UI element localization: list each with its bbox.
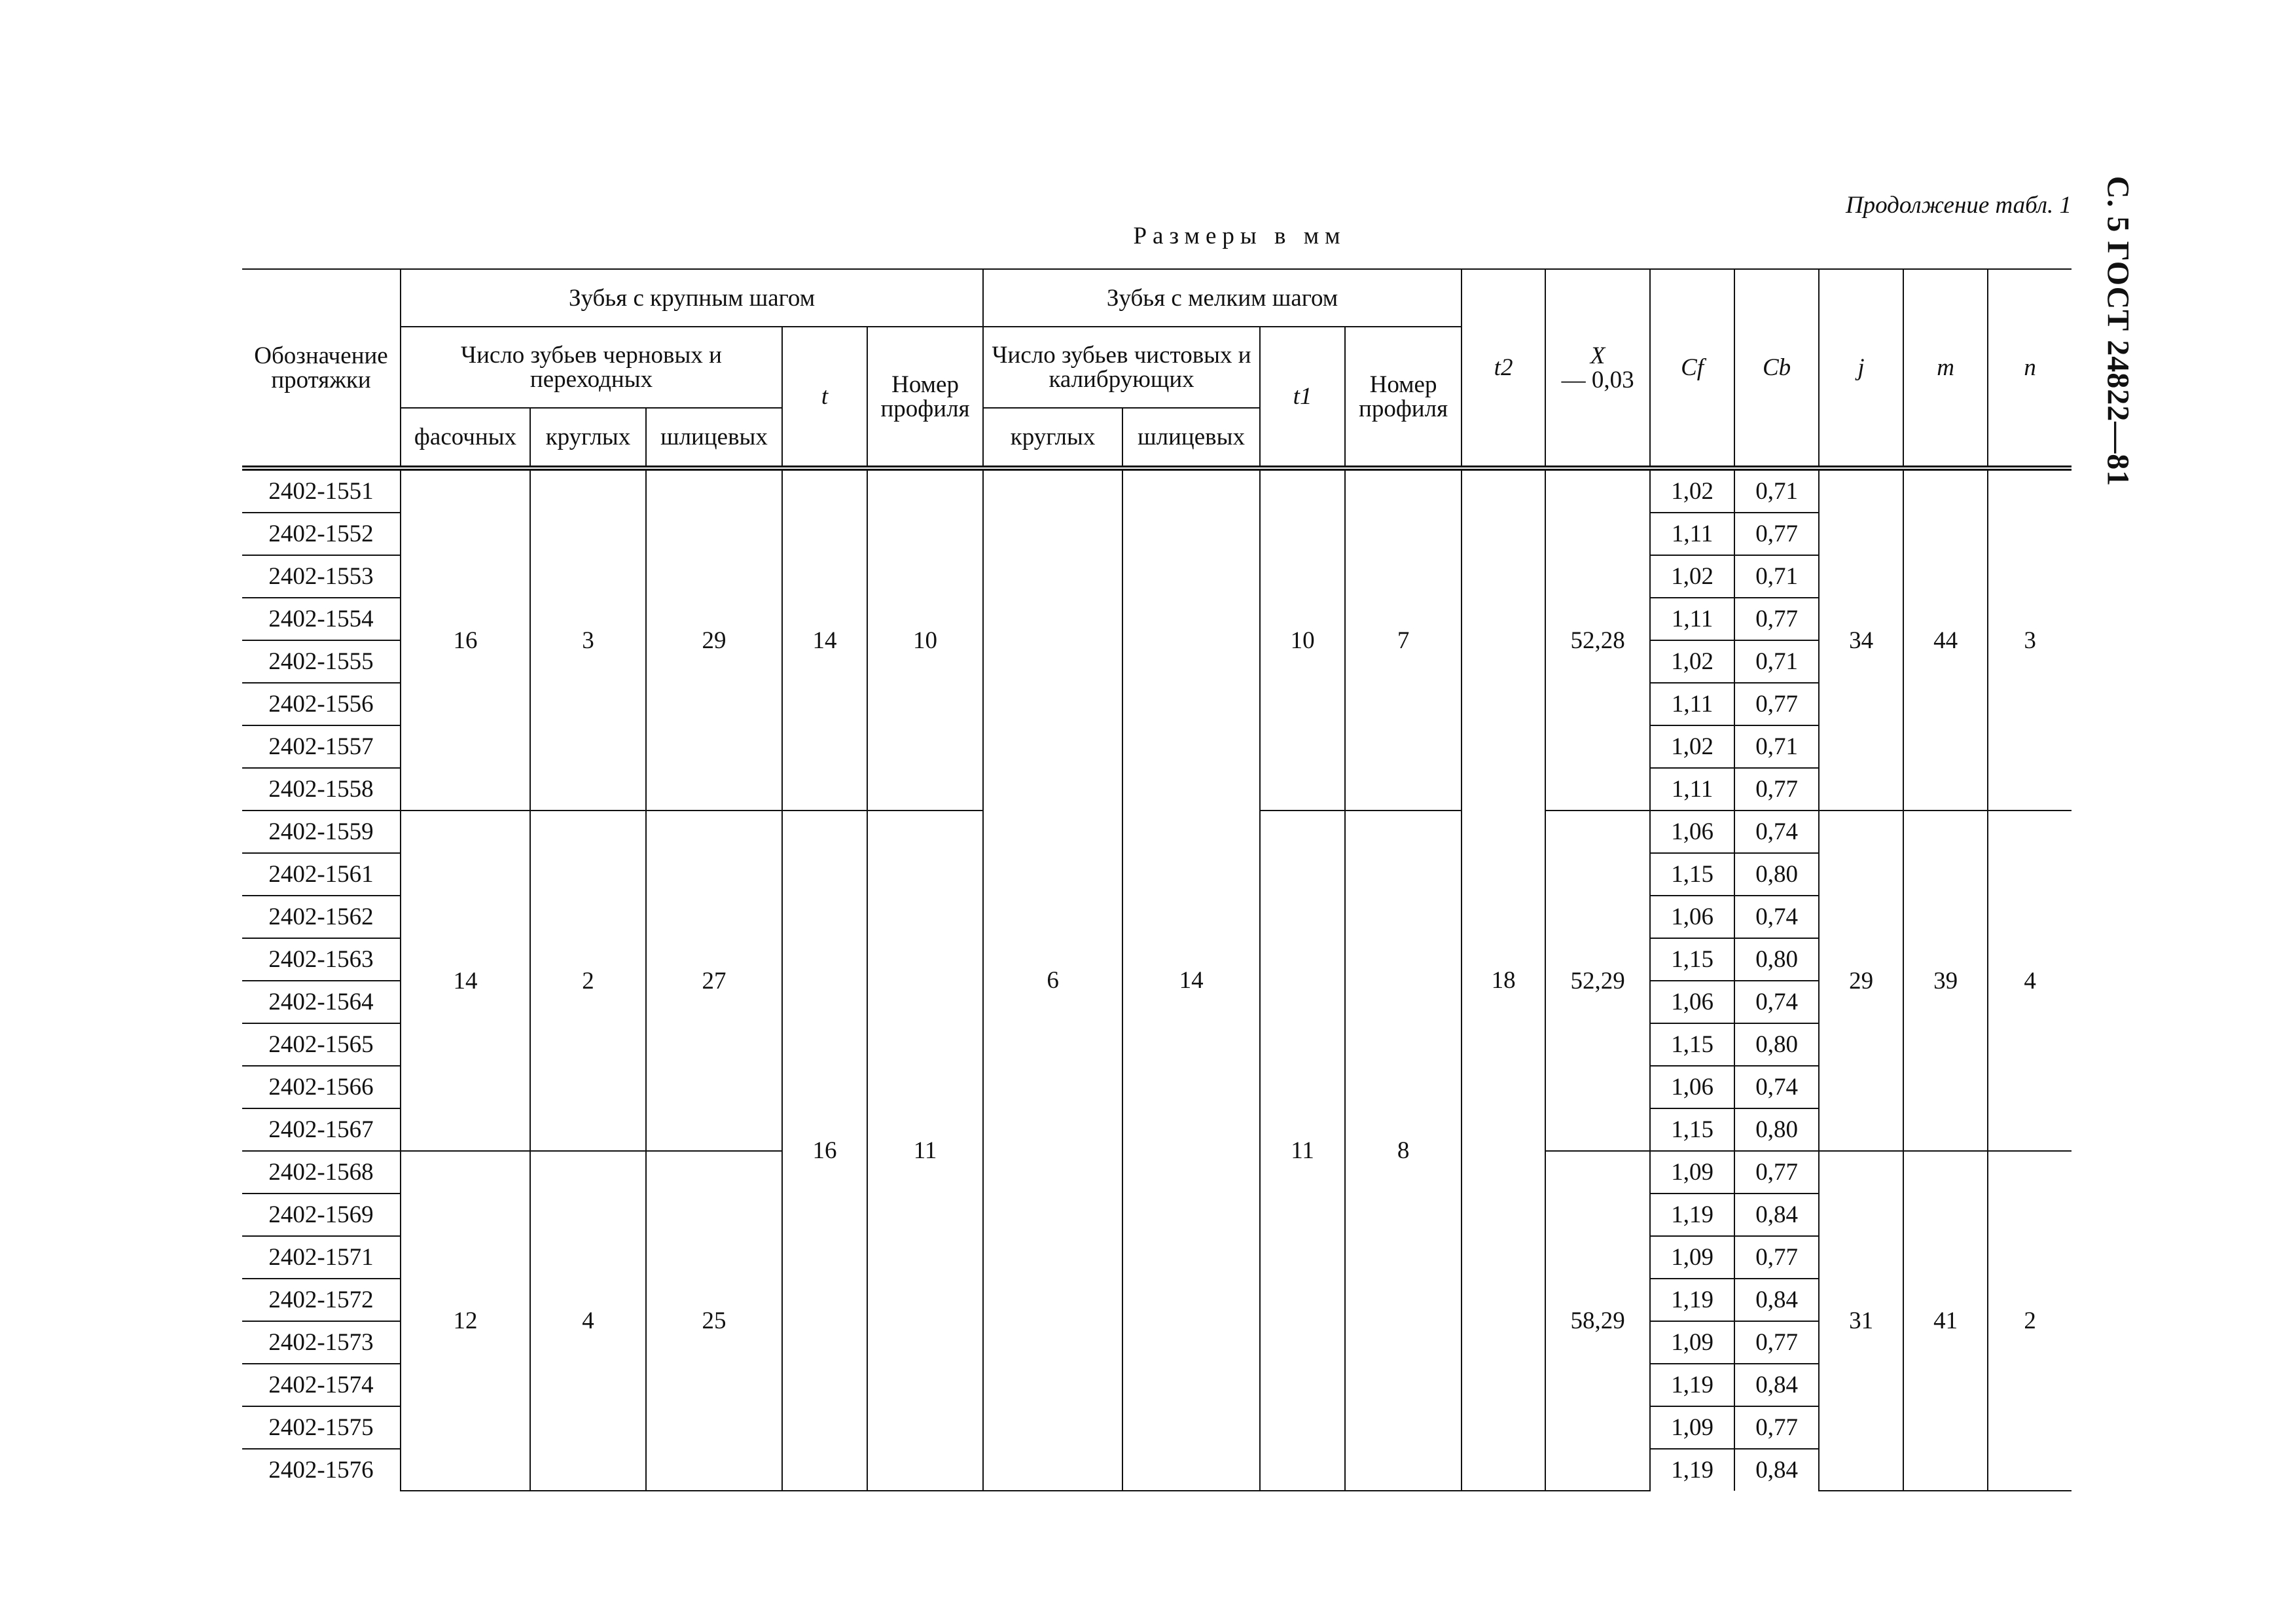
chamfer-count-cell: 12 [401, 1151, 530, 1491]
header-t1: t1 [1260, 327, 1345, 468]
n-cell: 2 [1988, 1151, 2072, 1491]
cb-cell: 0,77 [1734, 1151, 1819, 1194]
cb-cell: 0,74 [1734, 811, 1819, 853]
cf-cell: 1,15 [1650, 1108, 1734, 1151]
units-label: Размеры в мм [1133, 223, 1346, 249]
chamfer-count-cell: 16 [401, 468, 530, 811]
header-profile: Номер профиля [867, 327, 983, 468]
spline-count-cell: 29 [646, 468, 782, 811]
cb-cell: 0,80 [1734, 938, 1819, 981]
broach-dimensions-table [242, 268, 2072, 1491]
cf-cell: 1,09 [1650, 1151, 1734, 1194]
spline-count-cell: 27 [646, 811, 782, 1151]
cb-cell: 0,74 [1734, 1066, 1819, 1108]
header-x: X — 0,03 [1545, 269, 1650, 468]
header-round-fine: круглых [983, 408, 1122, 468]
cf-cell: 1,02 [1650, 725, 1734, 768]
cf-cell: 1,11 [1650, 598, 1734, 640]
m-cell: 41 [1903, 1151, 1988, 1491]
continuation-label: Продолжение табл. 1 [1845, 192, 2072, 219]
header-cb: Cb [1734, 269, 1819, 468]
t1-cell: 10 [1260, 468, 1345, 811]
designation-cell: 2402-1563 [242, 938, 401, 981]
t-cell: 14 [782, 468, 867, 811]
profile-fine-cell: 8 [1345, 811, 1462, 1491]
header-spline: шлицевых [646, 408, 782, 468]
header-fine-count: Число зубьев чистовых и калибрующих [983, 327, 1260, 408]
header-n: n [1988, 269, 2072, 468]
t1-cell: 11 [1260, 811, 1345, 1491]
profile-cell: 10 [867, 468, 983, 811]
header-fine-teeth: Зубья с мелким шагом [983, 269, 1462, 327]
spline-count-cell: 25 [646, 1151, 782, 1491]
designation-cell: 2402-1556 [242, 683, 401, 725]
fine-round-cell: 6 [983, 468, 1122, 1491]
designation-cell: 2402-1555 [242, 640, 401, 683]
cb-cell: 0,71 [1734, 468, 1819, 513]
cf-cell: 1,06 [1650, 1066, 1734, 1108]
t-cell: 16 [782, 811, 867, 1491]
j-cell: 34 [1819, 468, 1903, 811]
designation-cell: 2402-1559 [242, 811, 401, 853]
designation-cell: 2402-1571 [242, 1236, 401, 1279]
cb-cell: 0,71 [1734, 640, 1819, 683]
cf-cell: 1,09 [1650, 1406, 1734, 1449]
header-profile-fine: Номер профиля [1345, 327, 1462, 468]
cf-cell: 1,02 [1650, 555, 1734, 598]
header-chamfer: фасочных [401, 408, 530, 468]
header-spline-fine: шлицевых [1122, 408, 1260, 468]
designation-cell: 2402-1569 [242, 1194, 401, 1236]
cf-cell: 1,15 [1650, 853, 1734, 896]
cf-cell: 1,15 [1650, 1023, 1734, 1066]
table-body [242, 468, 2072, 1491]
cf-cell: 1,11 [1650, 513, 1734, 555]
chamfer-count-cell: 14 [401, 811, 530, 1151]
x-cell: 58,29 [1545, 1151, 1650, 1491]
cb-cell: 0,74 [1734, 981, 1819, 1023]
designation-cell: 2402-1567 [242, 1108, 401, 1151]
header-j: j [1819, 269, 1903, 468]
cf-cell: 1,09 [1650, 1236, 1734, 1279]
cb-cell: 0,77 [1734, 598, 1819, 640]
m-cell: 39 [1903, 811, 1988, 1151]
header-coarse-count: Число зубьев черновых и переходных [401, 327, 782, 408]
cf-cell: 1,06 [1650, 981, 1734, 1023]
designation-cell: 2402-1572 [242, 1279, 401, 1321]
n-cell: 4 [1988, 811, 2072, 1151]
designation-cell: 2402-1574 [242, 1364, 401, 1406]
cf-cell: 1,11 [1650, 683, 1734, 725]
table-row [242, 468, 2072, 513]
cb-cell: 0,77 [1734, 1321, 1819, 1364]
m-cell: 44 [1903, 468, 1988, 811]
designation-cell: 2402-1568 [242, 1151, 401, 1194]
cb-cell: 0,84 [1734, 1194, 1819, 1236]
j-cell: 29 [1819, 811, 1903, 1151]
designation-cell: 2402-1575 [242, 1406, 401, 1449]
cb-cell: 0,77 [1734, 1406, 1819, 1449]
j-cell: 31 [1819, 1151, 1903, 1491]
cb-cell: 0,84 [1734, 1364, 1819, 1406]
cb-cell: 0,80 [1734, 1023, 1819, 1066]
profile-fine-cell: 7 [1345, 468, 1462, 811]
designation-cell: 2402-1566 [242, 1066, 401, 1108]
cf-cell: 1,06 [1650, 896, 1734, 938]
designation-cell: 2402-1557 [242, 725, 401, 768]
header-designation: Обозначение протяжки [242, 269, 401, 468]
cf-cell: 1,19 [1650, 1449, 1734, 1491]
round-count-cell: 2 [530, 811, 646, 1151]
designation-cell: 2402-1552 [242, 513, 401, 555]
cb-cell: 0,77 [1734, 513, 1819, 555]
header-cf: Cf [1650, 269, 1734, 468]
cf-cell: 1,15 [1650, 938, 1734, 981]
cf-cell: 1,19 [1650, 1194, 1734, 1236]
cf-cell: 1,11 [1650, 768, 1734, 811]
cb-cell: 0,74 [1734, 896, 1819, 938]
side-header: С. 5 ГОСТ 24822—81 [2100, 175, 2136, 487]
cb-cell: 0,77 [1734, 683, 1819, 725]
round-count-cell: 4 [530, 1151, 646, 1491]
designation-cell: 2402-1562 [242, 896, 401, 938]
cb-cell: 0,77 [1734, 1236, 1819, 1279]
designation-cell: 2402-1561 [242, 853, 401, 896]
designation-cell: 2402-1565 [242, 1023, 401, 1066]
header-t: t [782, 327, 867, 468]
round-count-cell: 3 [530, 468, 646, 811]
designation-cell: 2402-1573 [242, 1321, 401, 1364]
x-cell: 52,28 [1545, 468, 1650, 811]
cb-cell: 0,84 [1734, 1279, 1819, 1321]
t2-cell: 18 [1462, 468, 1545, 1491]
designation-cell: 2402-1576 [242, 1449, 401, 1491]
cb-cell: 0,84 [1734, 1449, 1819, 1491]
cf-cell: 1,06 [1650, 811, 1734, 853]
designation-cell: 2402-1551 [242, 468, 401, 513]
designation-cell: 2402-1558 [242, 768, 401, 811]
cb-cell: 0,80 [1734, 1108, 1819, 1151]
cf-cell: 1,02 [1650, 640, 1734, 683]
header-t2: t2 [1462, 269, 1545, 468]
designation-cell: 2402-1554 [242, 598, 401, 640]
cb-cell: 0,71 [1734, 555, 1819, 598]
cb-cell: 0,71 [1734, 725, 1819, 768]
designation-cell: 2402-1564 [242, 981, 401, 1023]
cf-cell: 1,09 [1650, 1321, 1734, 1364]
header-round: круглых [530, 408, 646, 468]
cb-cell: 0,77 [1734, 768, 1819, 811]
designation-cell: 2402-1553 [242, 555, 401, 598]
n-cell: 3 [1988, 468, 2072, 811]
header-coarse-teeth: Зубья с крупным шагом [401, 269, 983, 327]
x-cell: 52,29 [1545, 811, 1650, 1151]
cf-cell: 1,19 [1650, 1364, 1734, 1406]
cb-cell: 0,80 [1734, 853, 1819, 896]
cf-cell: 1,19 [1650, 1279, 1734, 1321]
cf-cell: 1,02 [1650, 468, 1734, 513]
fine-spline-cell: 14 [1122, 468, 1260, 1491]
profile-cell: 11 [867, 811, 983, 1491]
header-m: m [1903, 269, 1988, 468]
